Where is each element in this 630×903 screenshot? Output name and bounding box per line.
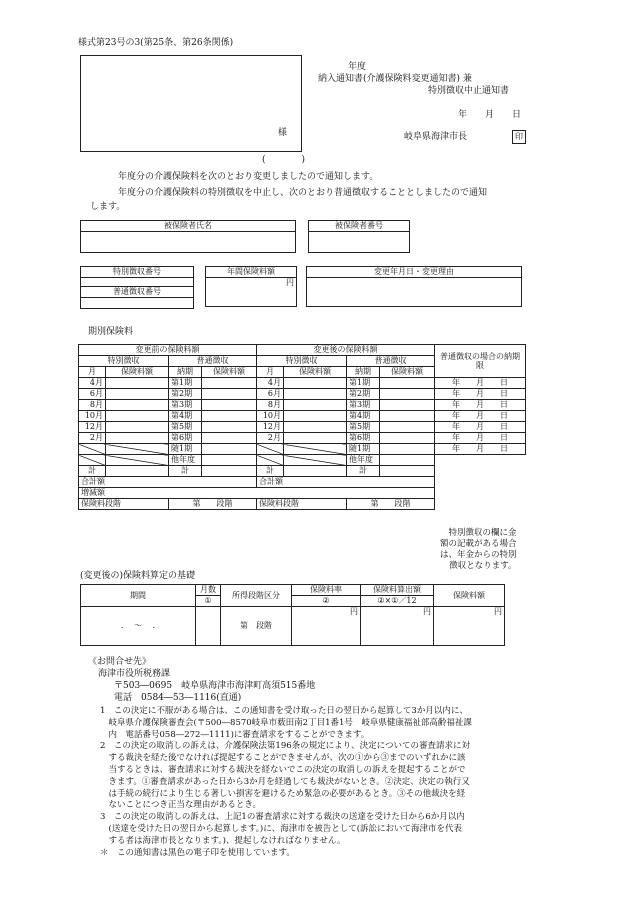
deadline-header: 普通徴収の場合の納期限 (435, 345, 526, 378)
period-cell: 第1期 (347, 378, 380, 389)
period-cell: 第6期 (347, 433, 380, 444)
after-normal: 普通徴収 (347, 356, 435, 367)
col-amount: 保険料額 (106, 367, 169, 378)
basis-calc-label: 保険料算出額 (361, 585, 434, 596)
deadline-cell: 年 月 日 (435, 378, 526, 389)
total-label: 計 (347, 466, 380, 477)
notes-block (100, 706, 472, 859)
month-cell: 10月 (257, 411, 284, 422)
note-line: (送達を受けた日の翌日から起算します。)に、海津市を被告として(訴訟において海津市を代表 (100, 823, 463, 834)
issue-date: 年 月 日 (458, 110, 522, 120)
period-cell: 随1期 (347, 444, 380, 455)
notice-3: します。 (90, 202, 126, 212)
change-label: 変更年月日・変更理由 (307, 267, 522, 278)
note-line: 内 電話番号058―272―1111)に審査請求をすることができます。 (100, 729, 370, 740)
form-number: 様式第23号の3(第25条、第26条関係) (78, 38, 234, 48)
note-line: 当するときは、審査請求に対する裁決を経ないでこの決定の取消しの訴えを提起することがで (100, 764, 466, 775)
note-line: する者は海津市長となります。)、提起しなければなりません。 (100, 835, 346, 846)
period-cell: 第3期 (169, 400, 202, 411)
period-cell: 第6期 (169, 433, 202, 444)
col-amount: 保険料額 (202, 367, 257, 378)
normal-no-label: 普通徴収番号 (81, 287, 194, 298)
period-cell: 第1期 (169, 378, 202, 389)
period-cell: 第4期 (169, 411, 202, 422)
insured-name-label: 被保険者氏名 (81, 221, 296, 232)
address-paren: ( ) (262, 155, 306, 165)
basis-table (80, 584, 505, 646)
col-month: 月 (79, 367, 106, 378)
period-cell: 第5期 (169, 422, 202, 433)
month-cell: 8月 (257, 400, 284, 411)
month-cell: 8月 (79, 400, 106, 411)
annual-table (205, 266, 297, 307)
basis-income-label: 所得段階区分 (221, 585, 292, 607)
contact-address: 〒503―0695 岐阜県海津市海津町高須515番地 (114, 681, 316, 691)
period-cell: 他年度 (169, 455, 202, 466)
grade-value: 第 段階 (347, 499, 435, 510)
after-special: 特別徴収 (257, 356, 347, 367)
note-line: は手続の続行により生じる著しい損害を避けるため緊急の必要があるとき。③その他裁決を経 (100, 788, 466, 799)
before-header: 変更前の保険料額 (79, 345, 257, 356)
side-note-line: 特別徴収の欄に金 (448, 528, 517, 538)
basis-period-value: . 〜 . (81, 607, 196, 646)
insured-number-cell (309, 232, 410, 253)
period-title: 期別保険料 (88, 327, 134, 337)
month-cell: 12月 (257, 422, 284, 433)
contact-dept: 海津市役所税務課 (98, 669, 171, 679)
sama-label: 様 (277, 127, 287, 138)
annual-yen: 円 (206, 278, 297, 307)
basis-calc-yen: 円 (361, 607, 434, 646)
period-table (78, 344, 526, 510)
notice-2: 年度分の介護保険料の特別徴収を中止し、次のとおり普通徴収することとしましたので通知 (118, 188, 488, 198)
basis-period-label: 期間 (81, 585, 196, 607)
col-amount: 保険料額 (380, 367, 435, 378)
note-line: きます。①審査請求があった日から3か月を経過しても裁決がないとき。②決定、決定の執行又 (100, 776, 470, 787)
month-cell: 6月 (257, 389, 284, 400)
after-header: 変更後の保険料額 (257, 345, 435, 356)
col-amount: 保険料額 (284, 367, 347, 378)
period-cell: 第4期 (347, 411, 380, 422)
address-box (80, 55, 302, 152)
month-cell: 2月 (79, 433, 106, 444)
issuer-name: 岐阜県海津市長 (404, 132, 468, 142)
basis-months-label: 月数 (196, 585, 221, 596)
note-line: 1 この決定に不服がある場合は、この通知書を受け取った日の翌日から起算して3か月以内に、 (100, 706, 468, 716)
insured-name-cell (81, 232, 296, 253)
note-line: 2 この決定の取消しの訴えは、介護保険法第196条の規定により、決定についての審査請求に対 (100, 741, 470, 752)
change-table (306, 266, 522, 307)
period-cell: 他年度 (347, 455, 380, 466)
deadline-cell: 年 月 日 (435, 389, 526, 400)
note-line: ないことにつき正当な理由があるとき。 (100, 800, 261, 811)
col-due: 納期 (169, 367, 202, 378)
period-cell: 第2期 (347, 389, 380, 400)
before-special: 特別徴収 (79, 356, 169, 367)
basis-amount-yen: 円 (434, 607, 505, 646)
total-label: 計 (169, 466, 202, 477)
period-cell: 第5期 (347, 422, 380, 433)
collection-number-table (80, 266, 194, 309)
period-cell: 第3期 (347, 400, 380, 411)
notice-1: 年度分の介護保険料を次のとおり変更しましたので通知します。 (118, 172, 379, 182)
month-cell: 12月 (79, 422, 106, 433)
basis-rate-sub: ② (292, 596, 361, 607)
note-line: する裁決を経た後でなければ提起することができませんが、次の①から③までのいずれかに該 (100, 753, 466, 764)
deadline-cell: 年 月 日 (435, 411, 526, 422)
total-label: 計 (257, 466, 284, 477)
month-cell: 4月 (79, 378, 106, 389)
note-line: 3 この決定の取消しの訴えは、上記1の審査請求に対する裁決の送達を受けた日から6か月以内 (100, 812, 465, 823)
contact-block (88, 656, 315, 704)
grade-value: 第 段階 (169, 499, 257, 510)
contact-title: 《お問合せ先》 (88, 657, 152, 667)
heading-title1: 納入通知書(介護保険料変更通知書) 兼 (318, 74, 472, 84)
deadline-cell: 年 月 日 (435, 433, 526, 444)
basis-rate-label: 保険料率 (292, 585, 361, 596)
heading-title2: 特別徴収中止通知書 (428, 86, 510, 96)
deadline-cell: 年 月 日 (435, 422, 526, 433)
insured-table (80, 220, 410, 253)
note-line: 岐阜県介護保険審査会(〒500―8570岐阜市薮田南2丁目1番1号 岐阜県健康福祉部高齢福祉課 (100, 717, 472, 728)
month-cell: 2月 (257, 433, 284, 444)
basis-title: (変更後の)保険料算定の基礎 (80, 571, 196, 581)
side-note-line: 徴収となります。 (449, 561, 517, 571)
basis-months-sub: ① (196, 596, 221, 607)
increase-label: 増減額 (79, 488, 435, 499)
period-cell: 第2期 (169, 389, 202, 400)
basis-calc-sub: ②×①／12 (361, 596, 434, 607)
col-month: 月 (257, 367, 284, 378)
note-line: ＊ この通知書は黒色の電子印を使用しています。 (100, 847, 295, 858)
seal-mark: 印 (512, 130, 526, 144)
basis-amount-label: 保険料額 (434, 585, 505, 607)
side-note (440, 528, 517, 572)
deadline-cell: 年 月 日 (435, 400, 526, 411)
insured-number-label: 被保険者番号 (309, 221, 410, 232)
month-cell: 10月 (79, 411, 106, 422)
period-cell: 随1期 (169, 444, 202, 455)
side-note-line: は、年金からの特別 (440, 550, 517, 560)
col-due: 納期 (347, 367, 380, 378)
annual-label: 年間保険料額 (206, 267, 297, 278)
special-no-label: 特別徴収番号 (81, 267, 194, 278)
contact-phone: 電話 0584―53―1116(直通) (114, 693, 242, 703)
grand-total-label: 合計額 (257, 477, 435, 488)
deadline-cell: 年 月 日 (435, 444, 526, 455)
basis-rate-yen: 円 (292, 607, 361, 646)
grand-total-label: 合計額 (79, 477, 257, 488)
basis-grade-value: 第 段階 (221, 607, 292, 646)
side-note-line: 額の記載がある場合 (440, 539, 517, 549)
before-normal: 普通徴収 (169, 356, 257, 367)
month-cell: 4月 (257, 378, 284, 389)
heading-year: 年度 (348, 62, 367, 72)
total-label: 計 (79, 466, 106, 477)
grade-label: 保険料段階 (79, 499, 169, 510)
grade-label: 保険料段階 (257, 499, 347, 510)
month-cell: 6月 (79, 389, 106, 400)
